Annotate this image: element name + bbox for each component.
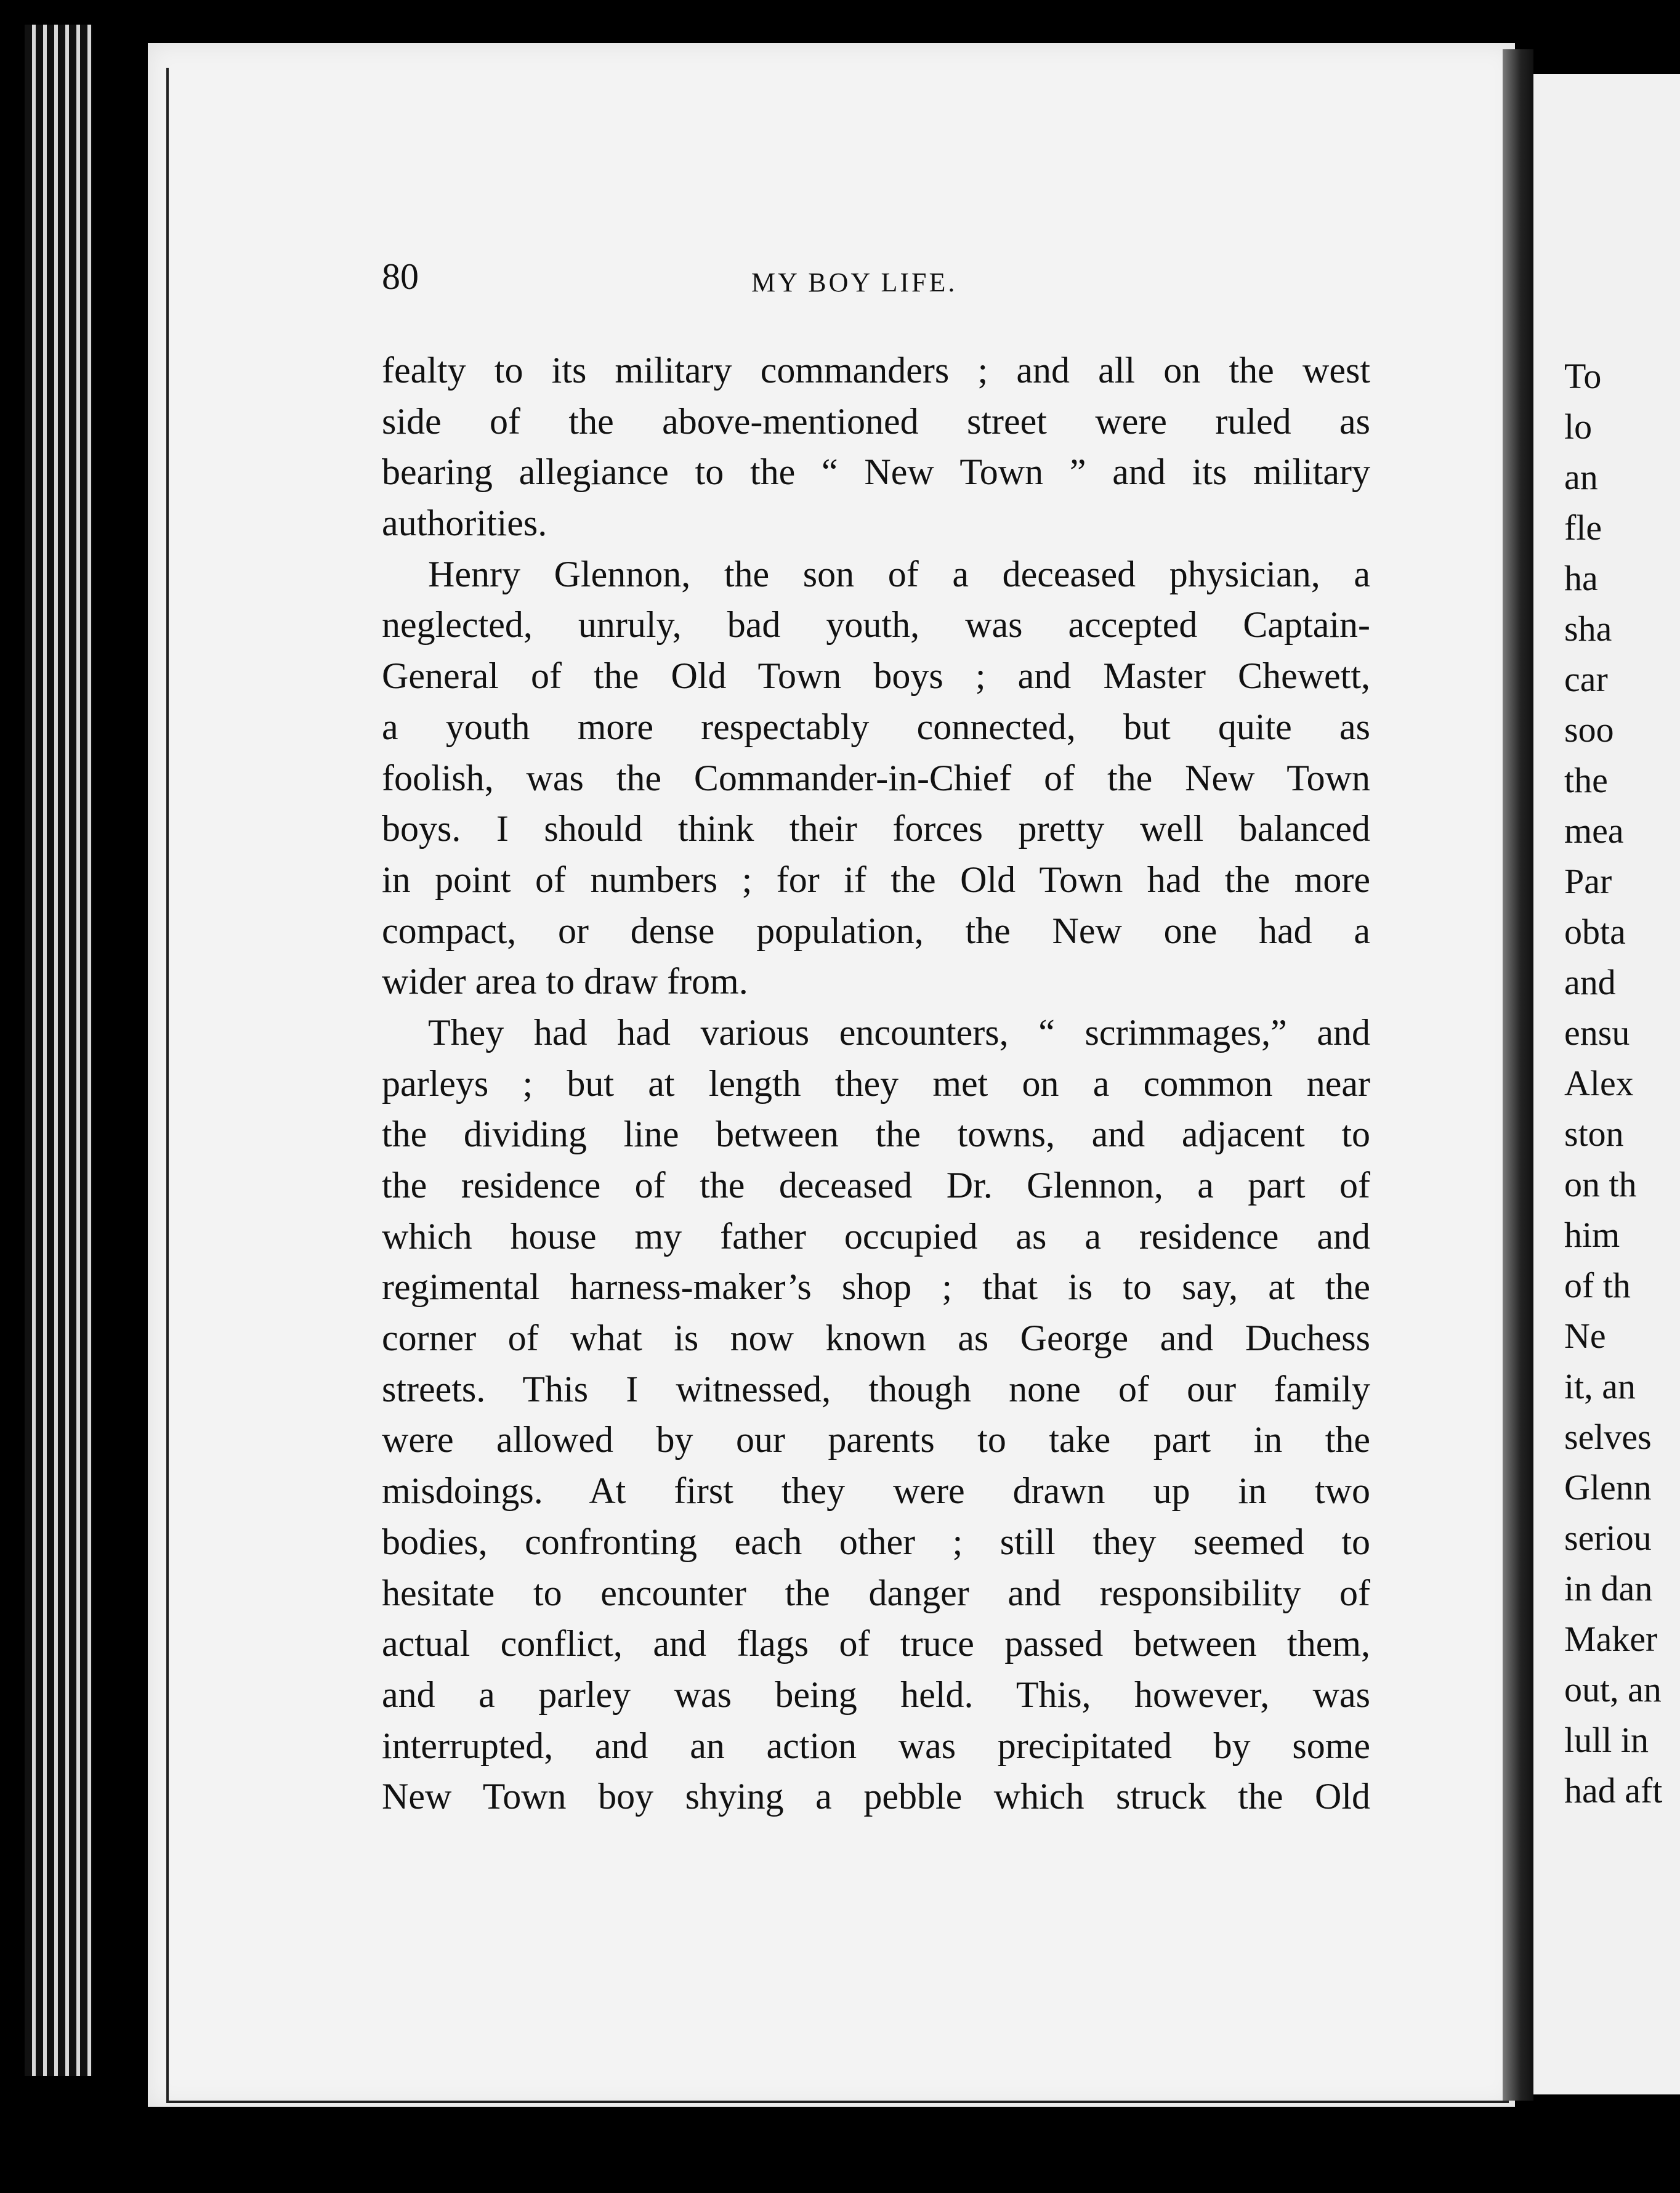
text-line: a youth more respectably connected, but quite as bbox=[382, 706, 1370, 747]
text-line: and a parley was being held. This, however, was bbox=[382, 1674, 1370, 1715]
book-page-edges bbox=[25, 25, 92, 2076]
facing-line: and bbox=[1564, 962, 1616, 1002]
text-line: the dividing line between the towns, and adjacent to bbox=[382, 1114, 1370, 1155]
facing-line: an bbox=[1564, 457, 1598, 497]
facing-line: of th bbox=[1564, 1265, 1631, 1305]
text-line: foolish, was the Commander-in-Chief of the New Town bbox=[382, 757, 1370, 798]
facing-line: To bbox=[1564, 356, 1602, 396]
facing-line: obta bbox=[1564, 912, 1626, 952]
text-line: New Town boy shying a pebble which struck the Old bbox=[382, 1776, 1370, 1817]
facing-line: Alex bbox=[1564, 1063, 1634, 1103]
facing-line: him bbox=[1564, 1215, 1620, 1255]
text-line: streets. This I witnessed, though none of our family bbox=[382, 1368, 1370, 1409]
facing-line: seriou bbox=[1564, 1518, 1652, 1558]
facing-line: sha bbox=[1564, 609, 1612, 649]
text-line: neglected, unruly, bad youth, was accepted Captain- bbox=[382, 604, 1370, 646]
book-gutter bbox=[1503, 49, 1533, 2101]
facing-line: fle bbox=[1564, 508, 1602, 548]
facing-line: lull in bbox=[1564, 1720, 1649, 1760]
text-line: the residence of the deceased Dr. Glennon, a part of bbox=[382, 1165, 1370, 1206]
text-line: which house my father occupied as a residence and bbox=[382, 1215, 1370, 1257]
text-line: compact, or dense population, the New one had a bbox=[382, 910, 1370, 951]
facing-line: ha bbox=[1564, 558, 1598, 598]
page-number: 80 bbox=[382, 256, 419, 297]
facing-line: mea bbox=[1564, 811, 1624, 851]
facing-line: selves bbox=[1564, 1417, 1652, 1457]
text-line: side of the above-mentioned street were ruled as bbox=[382, 400, 1370, 442]
text-line: interrupted, and an action was precipitated by some bbox=[382, 1725, 1370, 1766]
facing-line: in dan bbox=[1564, 1568, 1653, 1608]
facing-page bbox=[1533, 74, 1680, 2094]
text-line: in point of numbers ; for if the Old Town had the more bbox=[382, 859, 1370, 900]
text-line: misdoings. At first they were drawn up in two bbox=[382, 1470, 1370, 1512]
text-line: authorities. bbox=[382, 503, 547, 544]
facing-line: Maker bbox=[1564, 1619, 1658, 1659]
facing-line: it, an bbox=[1564, 1366, 1636, 1406]
text-line: regimental harness-maker’s shop ; that is to say, at the bbox=[382, 1267, 1370, 1308]
facing-line: out, an bbox=[1564, 1669, 1662, 1709]
facing-line: Ne bbox=[1564, 1316, 1606, 1356]
facing-line: ensu bbox=[1564, 1013, 1630, 1053]
facing-line: soo bbox=[1564, 710, 1614, 750]
text-line: corner of what is now known as George and Duchess bbox=[382, 1318, 1370, 1359]
text-line: fealty to its military commanders ; and all on the west bbox=[382, 350, 1370, 391]
facing-line: Par bbox=[1564, 861, 1612, 901]
text-line: were allowed by our parents to take part in the bbox=[382, 1419, 1370, 1461]
facing-line: lo bbox=[1564, 407, 1593, 447]
text-line: hesitate to encounter the danger and responsibility of bbox=[382, 1572, 1370, 1613]
facing-line: ston bbox=[1564, 1114, 1624, 1154]
text-line: bearing allegiance to the “ New Town ” and its military bbox=[382, 452, 1370, 493]
running-title: MY BOY LIFE. bbox=[751, 267, 958, 298]
text-line: They had had various encounters, “ scrimmages,” and bbox=[428, 1011, 1370, 1053]
text-line: parleys ; but at length they met on a common near bbox=[382, 1063, 1370, 1104]
text-line: actual conflict, and flags of truce passed between them, bbox=[382, 1623, 1370, 1664]
text-line: Henry Glennon, the son of a deceased physician, a bbox=[428, 553, 1370, 594]
text-line: wider area to draw from. bbox=[382, 961, 748, 1002]
facing-line: the bbox=[1564, 760, 1608, 800]
body-text bbox=[382, 345, 1370, 1822]
facing-page-text bbox=[1564, 351, 1662, 1816]
facing-line: car bbox=[1564, 659, 1608, 699]
text-line: General of the Old Town boys ; and Master Chewett, bbox=[382, 655, 1370, 697]
facing-line: Glenn bbox=[1564, 1467, 1652, 1507]
facing-line: had aft bbox=[1564, 1770, 1663, 1810]
text-line: bodies, confronting each other ; still they seemed to bbox=[382, 1521, 1370, 1562]
text-line: boys. I should think their forces pretty well balanced bbox=[382, 808, 1370, 849]
facing-line: on th bbox=[1564, 1164, 1637, 1204]
